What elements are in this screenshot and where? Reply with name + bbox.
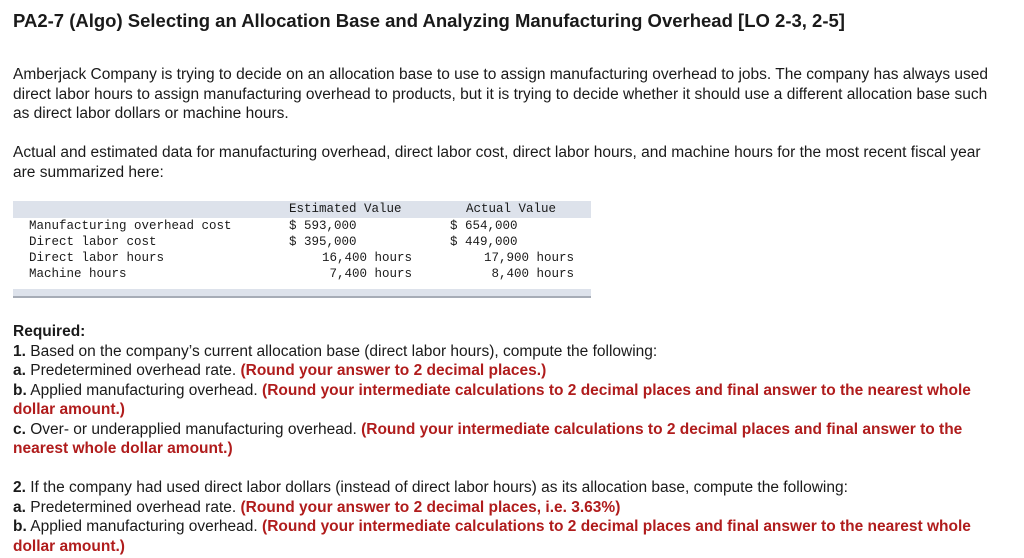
data-table — [13, 201, 591, 298]
q2-number: 2. — [13, 479, 26, 496]
estimated-value: $ 395,000 — [289, 235, 357, 249]
header-estimated: Estimated Value — [289, 202, 402, 216]
problem-title: PA2-7 (Algo) Selecting an Allocation Base and Analyzing Manufacturing Overhead [LO 2-3, 2-5] — [13, 10, 845, 31]
q2a-rounding-note: (Round your answer to 2 decimal places, i.e. 3.63%) — [240, 498, 621, 516]
table-row — [13, 250, 591, 266]
q1c-label: c. — [13, 420, 26, 438]
q1a-rounding-note: (Round your answer to 2 decimal places.) — [240, 362, 547, 379]
table-row — [13, 266, 591, 282]
header-actual: Actual Value — [466, 202, 557, 216]
actual-value: 17,900 hours — [483, 251, 574, 265]
question-2 — [13, 478, 1013, 498]
q2-text: If the company had used direct labor dollars (instead of direct labor hours) as its allocation base, compute the following: — [25, 479, 848, 496]
q2b-text: Applied manufacturing overhead. — [26, 518, 263, 535]
q1a-text: Predetermined overhead rate. — [25, 362, 241, 379]
row-label: Machine hours — [29, 267, 127, 281]
q1b-text: Applied manufacturing overhead. — [26, 381, 263, 399]
estimated-value: 7,400 hours — [329, 267, 412, 281]
q1a-label: a. — [13, 362, 26, 379]
actual-value: $ 449,000 — [450, 235, 518, 249]
q2a-text: Predetermined overhead rate. — [25, 498, 241, 516]
question-1a — [13, 361, 1013, 381]
required-section-2 — [13, 478, 1013, 556]
actual-value: 8,400 hours — [491, 267, 574, 281]
estimated-value: 16,400 hours — [321, 251, 412, 265]
question-2a — [13, 498, 1013, 518]
question-2b — [13, 517, 1013, 556]
row-label: Direct labor hours — [29, 251, 165, 265]
table-header — [13, 201, 591, 218]
q2b-rounding-note: (Round your intermediate calculations to 2 decimal places and final answer to the nearest whole dollar amount.) — [13, 518, 971, 555]
q1c-text: Over- or underapplied manufacturing overhead. — [25, 420, 362, 438]
q1b-label: b. — [13, 381, 27, 399]
table-footer-bar — [13, 289, 591, 298]
data-intro-paragraph: Actual and estimated data for manufacturing overhead, direct labor cost, direct labor hours, and machine hours for the most recent fiscal year are summarized here: — [13, 144, 981, 181]
question-1 — [13, 342, 1013, 362]
q2b-label: b. — [13, 518, 27, 535]
table-row — [13, 218, 591, 234]
row-label: Direct labor cost — [29, 235, 157, 249]
required-section — [13, 322, 1013, 459]
row-label: Manufacturing overhead cost — [29, 219, 232, 233]
q2a-label: a. — [13, 498, 26, 516]
q1-number: 1. — [13, 342, 26, 360]
actual-value: $ 654,000 — [450, 219, 518, 233]
table-row — [13, 234, 591, 250]
required-heading: Required: — [13, 323, 86, 340]
q1-text: Based on the company’s current allocation base (direct labor hours), compute the following: — [25, 342, 658, 360]
intro-paragraph: Amberjack Company is trying to decide on an allocation base to use to assign manufacturing overhead to jobs. The company has always used direct labor hours to assign manufacturing overhead to products, but it is trying to decide whether it should use a different allocation base such as direct labor dollars or machine hours. — [13, 66, 989, 122]
q1c-rounding-note: (Round your intermediate calculations to 2 decimal places and final answer to the nearest whole dollar amount.) — [13, 420, 963, 457]
question-1c — [13, 420, 1013, 459]
estimated-value: $ 593,000 — [289, 219, 357, 233]
q1b-rounding-note: (Round your intermediate calculations to 2 decimal places and final answer to the nearest whole dollar amount.) — [13, 381, 971, 418]
question-1b — [13, 381, 1013, 420]
